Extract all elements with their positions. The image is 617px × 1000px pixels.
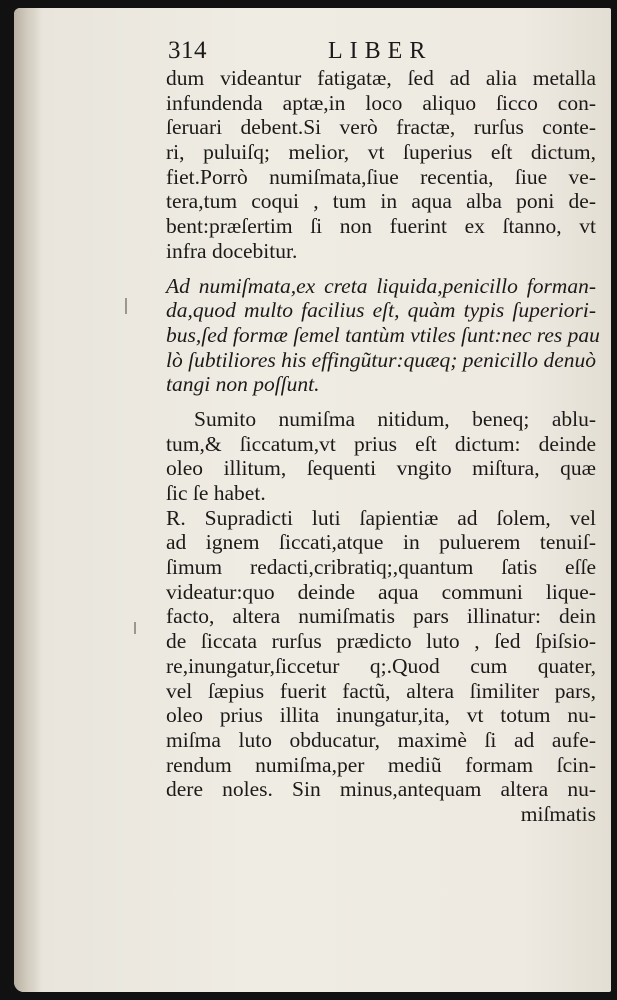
text-line: ad ignem ſiccati,atque in puluerem tenuiſ-: [166, 530, 596, 555]
paragraph: [166, 407, 596, 802]
text-line: vel ſæpius fuerit factũ, altera ſimiliter pars,: [166, 678, 596, 703]
text-line: Ad numiſmata,ex creta liquida,penicillo forman-: [166, 273, 596, 298]
margin-mark: [125, 298, 127, 314]
running-title: LIBER: [328, 38, 433, 64]
text-line: ſic ſe habet.: [166, 481, 266, 505]
text-line: ſimum redacti,cribratiq;,quantum ſatis eſſe: [166, 555, 596, 580]
text-line: bent:præſertim ſi non fuerint ex ſtanno, vt: [166, 214, 596, 239]
text-line: tera,tum coqui , tum in aqua alba poni de-: [166, 189, 596, 214]
text-line: miſma luto obducatur, maximè ſi ad aufe-: [166, 727, 596, 752]
margin-mark: [134, 622, 136, 634]
text-line: re,inungatur,ſiccetur q;.Quod cum quater,: [166, 653, 596, 678]
italic-heading-paragraph: [166, 273, 600, 397]
text-line: tum,& ſiccatum,vt prius eſt dictum: deinde: [166, 431, 596, 456]
catchword: miſmatis: [520, 801, 596, 826]
text-line: rendum numiſma,per mediũ formam ſcin-: [166, 752, 596, 777]
text-line: ſeruari debent.Si verò fractæ, rurſus conte-: [166, 115, 596, 140]
text-line: dum videantur fatigatæ, ſed ad alia metalla: [166, 66, 596, 90]
text-block: [166, 36, 600, 827]
text-line: tangi non poſſunt.: [166, 372, 320, 397]
page-number: 314: [168, 37, 207, 64]
text-line: infundenda aptæ,in loco aliquo ſicco con-: [166, 90, 596, 115]
page-gutter-shadow: [14, 8, 40, 992]
text-line: oleo prius illita inungatur,ita, vt totum nu-: [166, 703, 596, 728]
text-line: fiet.Porrò numiſmata,ſiue recentia, ſiue ve-: [166, 164, 596, 189]
text-line: dere noles. Sin minus,antequam altera nu-: [166, 777, 596, 802]
text-line: infra docebitur.: [166, 238, 298, 263]
text-line: facto, altera numiſmatis pars illinatur: dein: [166, 604, 596, 629]
text-line: oleo illitum, ſequenti vngito miſtura, quæ: [166, 456, 596, 481]
text-line: ri, puluiſq; melior, vt ſuperius eſt dictum,: [166, 140, 596, 165]
text-line: Sumito numiſma nitidum, beneq; ablu-: [194, 406, 596, 431]
text-line: bus,ſed formæ ſemel tantùm vtiles ſunt:nec res pau: [166, 322, 600, 347]
text-line: videatur:quo deinde aqua communi lique-: [166, 579, 596, 604]
book-page: [14, 8, 611, 992]
page-header: [166, 36, 596, 66]
text-line: R. Supradicti luti ſapientiæ ad ſolem, vel: [166, 505, 596, 530]
text-line: de ſiccata rurſus prædicto luto , ſed ſpiſsio-: [166, 629, 596, 654]
paragraph: [166, 66, 596, 264]
text-line: da,quod multo facilius eſt, quàm typis ſuperiori-: [166, 298, 596, 323]
text-line: lò ſubtiliores his effingũtur:quæq; penicillo denuò: [166, 347, 596, 372]
